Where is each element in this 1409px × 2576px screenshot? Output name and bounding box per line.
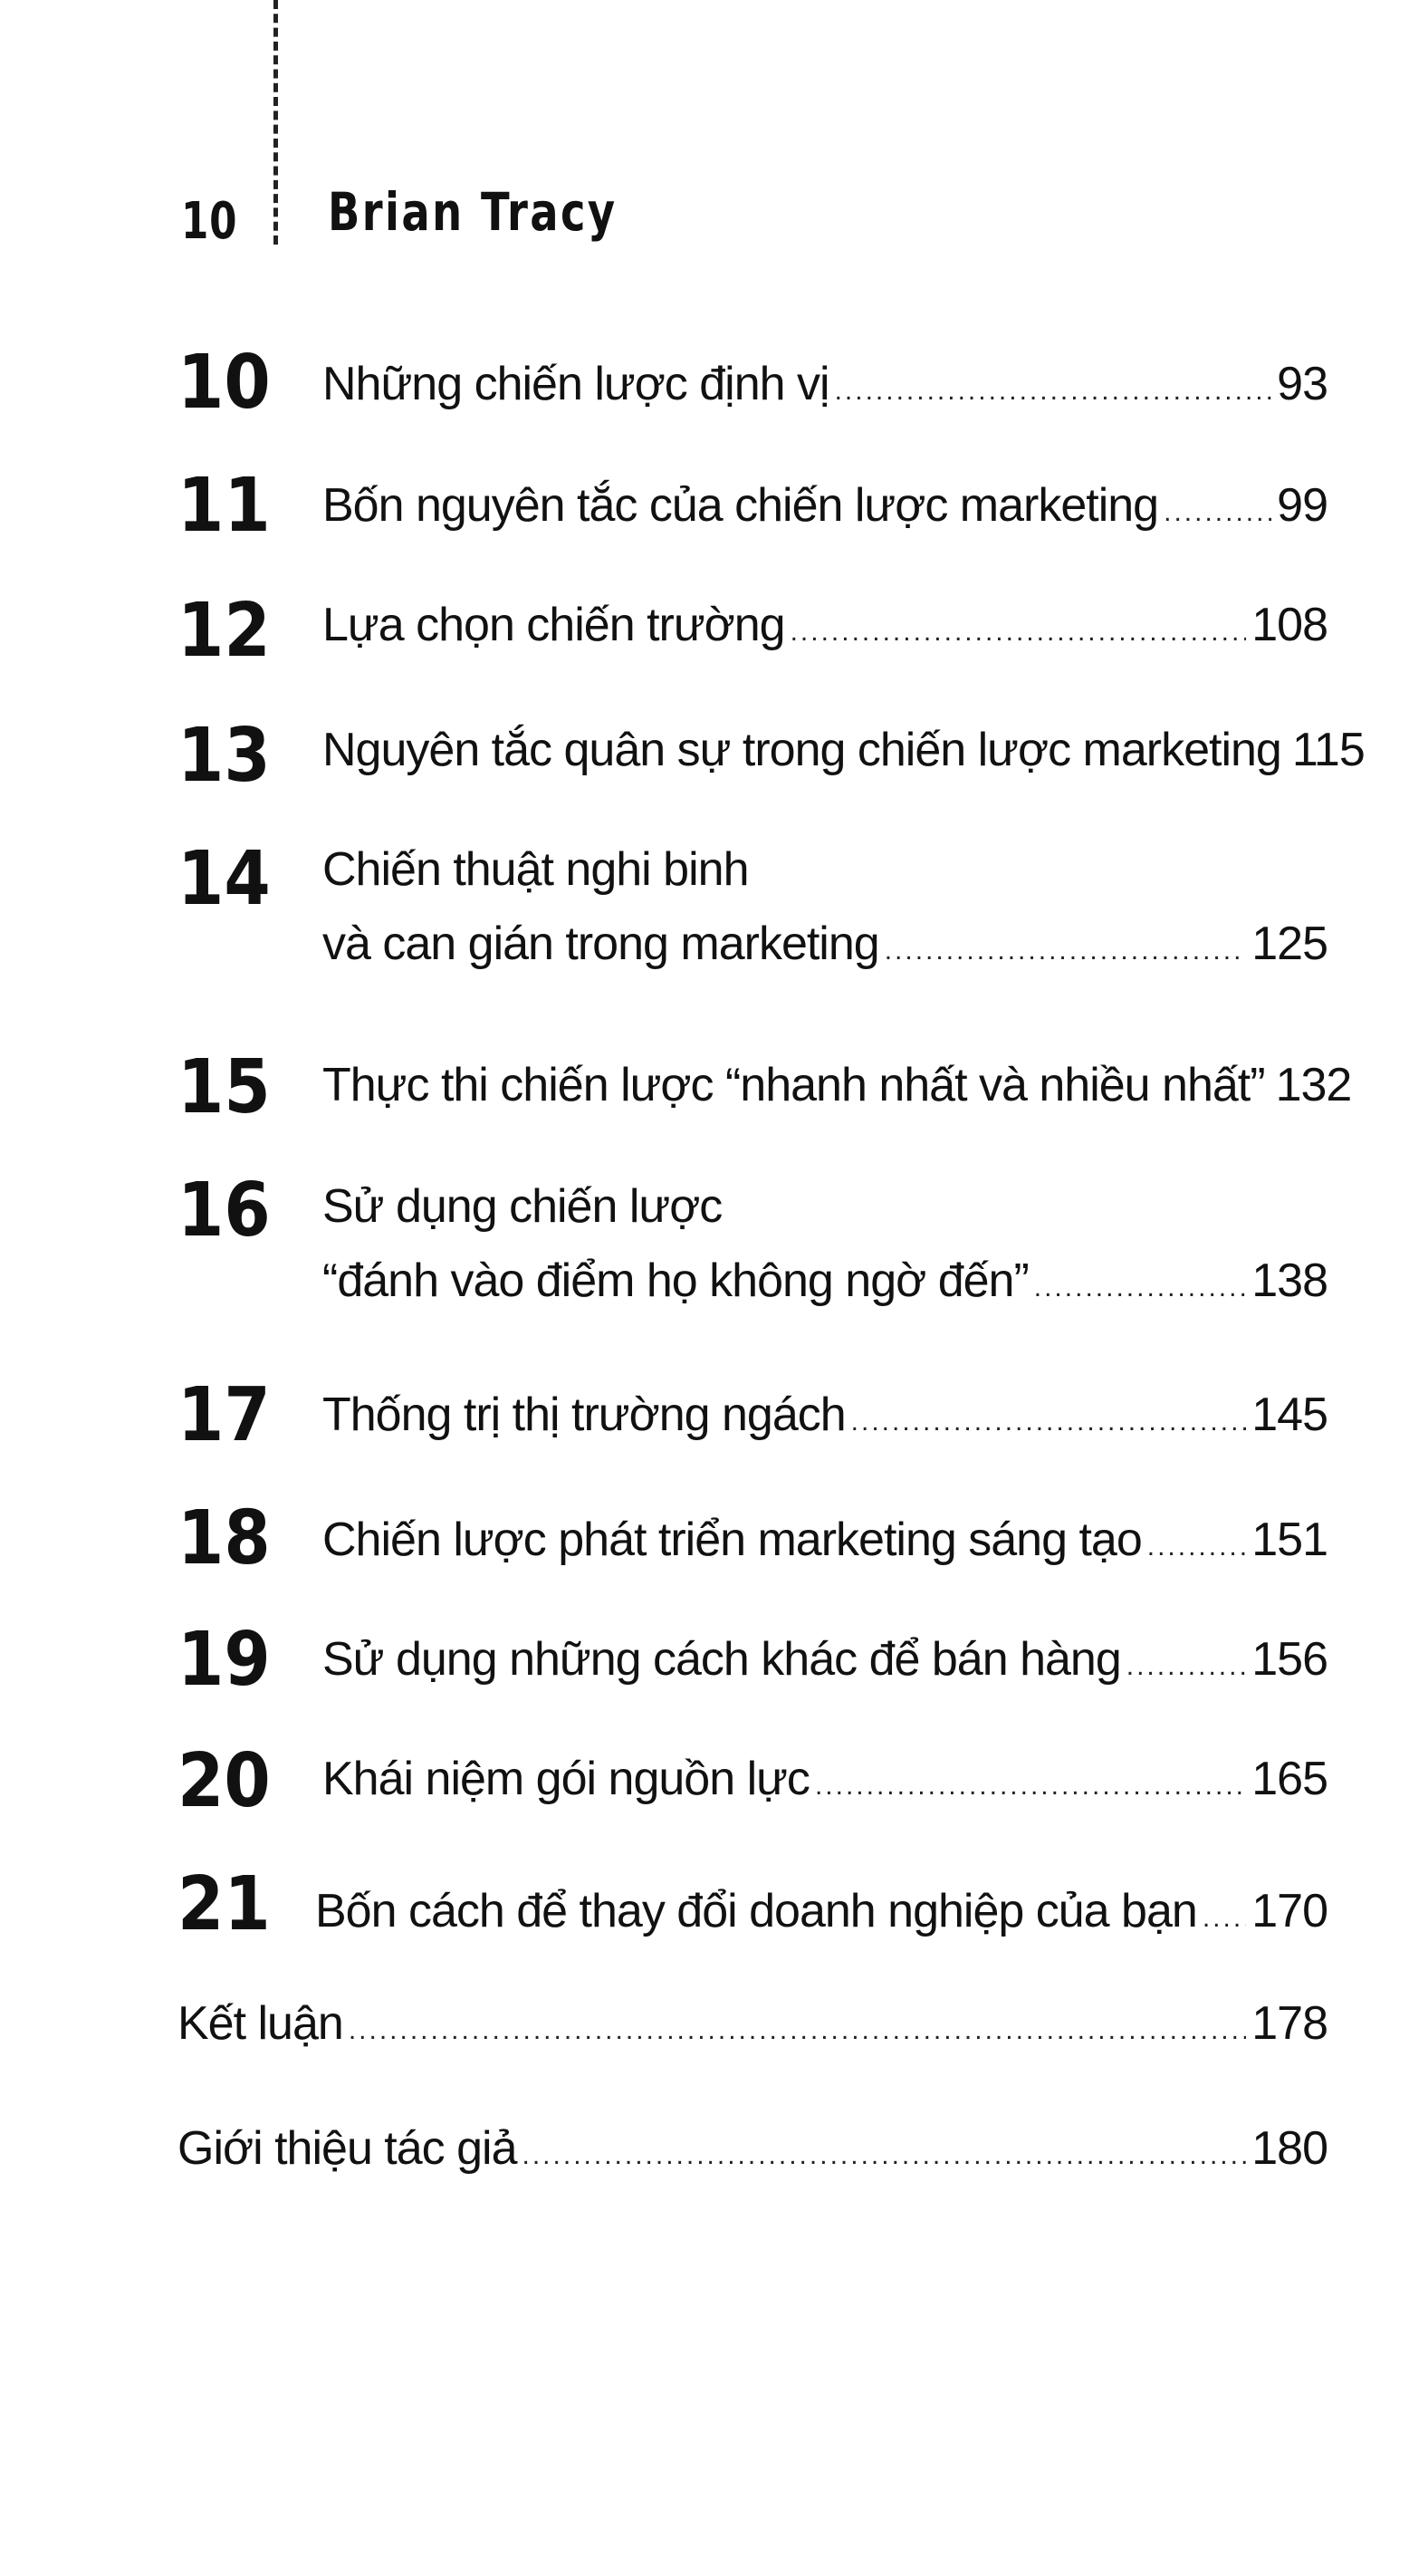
chapter-number: 20 bbox=[177, 1738, 271, 1824]
toc-line bbox=[322, 918, 1328, 970]
section-title: Kết luận bbox=[177, 1997, 343, 2050]
chapter-number: 14 bbox=[177, 836, 271, 922]
header-page-number: 10 bbox=[181, 192, 238, 251]
dot-leader bbox=[1034, 1274, 1246, 1302]
dot-leader bbox=[522, 2142, 1247, 2169]
chapter-number: 12 bbox=[177, 588, 271, 674]
toc-line bbox=[322, 724, 1365, 776]
toc-line bbox=[322, 601, 1328, 649]
section-page: 180 bbox=[1251, 2122, 1328, 2175]
chapter-page: 115 bbox=[1291, 724, 1365, 776]
toc-line bbox=[322, 1389, 1328, 1441]
chapter-number: 16 bbox=[177, 1168, 271, 1254]
chapter-title: Bốn nguyên tắc của chiến lược marketing bbox=[322, 479, 1159, 532]
chapter-title: Khái niệm gói nguồn lực bbox=[322, 1753, 810, 1805]
section-page: 178 bbox=[1251, 1997, 1328, 2050]
chapter-title: Thống trị thị trường ngách bbox=[322, 1389, 846, 1441]
chapter-title-line2: và can gián trong marketing bbox=[322, 918, 879, 970]
dot-leader bbox=[815, 1773, 1246, 1800]
chapter-number: 11 bbox=[177, 463, 271, 549]
dot-leader bbox=[1203, 1905, 1246, 1932]
chapter-page: 151 bbox=[1251, 1514, 1328, 1566]
chapter-title: Bốn cách để thay đổi doanh nghiệp của bạn bbox=[315, 1885, 1197, 1937]
chapter-page: 145 bbox=[1251, 1389, 1328, 1441]
header-author: Brian Tracy bbox=[328, 181, 618, 243]
toc-line bbox=[322, 1180, 723, 1233]
section-title: Giới thiệu tác giả bbox=[177, 2122, 517, 2175]
toc-line bbox=[322, 1514, 1328, 1566]
chapter-title: Những chiến lược định vị bbox=[322, 358, 829, 410]
dot-leader bbox=[1126, 1653, 1246, 1680]
dot-leader bbox=[835, 378, 1272, 405]
dashed-vertical-rule bbox=[273, 0, 278, 245]
chapter-title-line1: Sử dụng chiến lược bbox=[322, 1180, 723, 1233]
toc-line bbox=[322, 1633, 1328, 1686]
dot-leader bbox=[1147, 1533, 1247, 1561]
toc-line bbox=[322, 843, 749, 896]
chapter-title-line1: Chiến thuật nghi binh bbox=[322, 843, 749, 896]
chapter-title: Nguyên tắc quân sự trong chiến lược marketing bbox=[322, 724, 1281, 776]
chapter-number: 17 bbox=[177, 1372, 271, 1458]
chapter-title: Chiến lược phát triển marketing sáng tạo bbox=[322, 1514, 1142, 1566]
chapter-number: 13 bbox=[177, 713, 271, 799]
chapter-number: 19 bbox=[177, 1617, 271, 1703]
toc-line bbox=[315, 1885, 1328, 1937]
dot-leader bbox=[349, 2017, 1246, 2044]
chapter-page: 156 bbox=[1251, 1633, 1328, 1686]
toc-line bbox=[322, 479, 1328, 532]
chapter-page: 170 bbox=[1251, 1885, 1328, 1937]
chapter-title: Sử dụng những cách khác để bán hàng bbox=[322, 1633, 1121, 1686]
chapter-title-line2: “đánh vào điểm họ không ngờ đến” bbox=[322, 1254, 1029, 1307]
chapter-number: 10 bbox=[177, 340, 271, 426]
toc-line bbox=[322, 1753, 1328, 1805]
toc-line bbox=[322, 360, 1328, 408]
chapter-page: 99 bbox=[1277, 479, 1328, 532]
chapter-number: 15 bbox=[177, 1044, 271, 1130]
chapter-page: 132 bbox=[1275, 1059, 1352, 1111]
chapter-number: 21 bbox=[177, 1861, 271, 1947]
dot-leader bbox=[1164, 499, 1271, 526]
chapter-title: Thực thi chiến lược “nhanh nhất và nhiều nhất” bbox=[322, 1059, 1265, 1111]
chapter-page: 108 bbox=[1251, 599, 1328, 651]
chapter-title: Lựa chọn chiến trường bbox=[322, 599, 785, 651]
toc-line bbox=[177, 2122, 1328, 2175]
dot-leader bbox=[885, 937, 1247, 965]
chapter-page: 138 bbox=[1251, 1254, 1328, 1307]
chapter-page: 93 bbox=[1277, 358, 1328, 410]
dot-leader bbox=[791, 619, 1247, 646]
chapter-number: 18 bbox=[177, 1495, 271, 1581]
chapter-page: 165 bbox=[1251, 1753, 1328, 1805]
toc-line bbox=[322, 1059, 1352, 1111]
toc-line bbox=[177, 1997, 1328, 2050]
dot-leader bbox=[851, 1408, 1247, 1436]
toc-line bbox=[322, 1254, 1328, 1307]
chapter-page: 125 bbox=[1251, 918, 1328, 970]
